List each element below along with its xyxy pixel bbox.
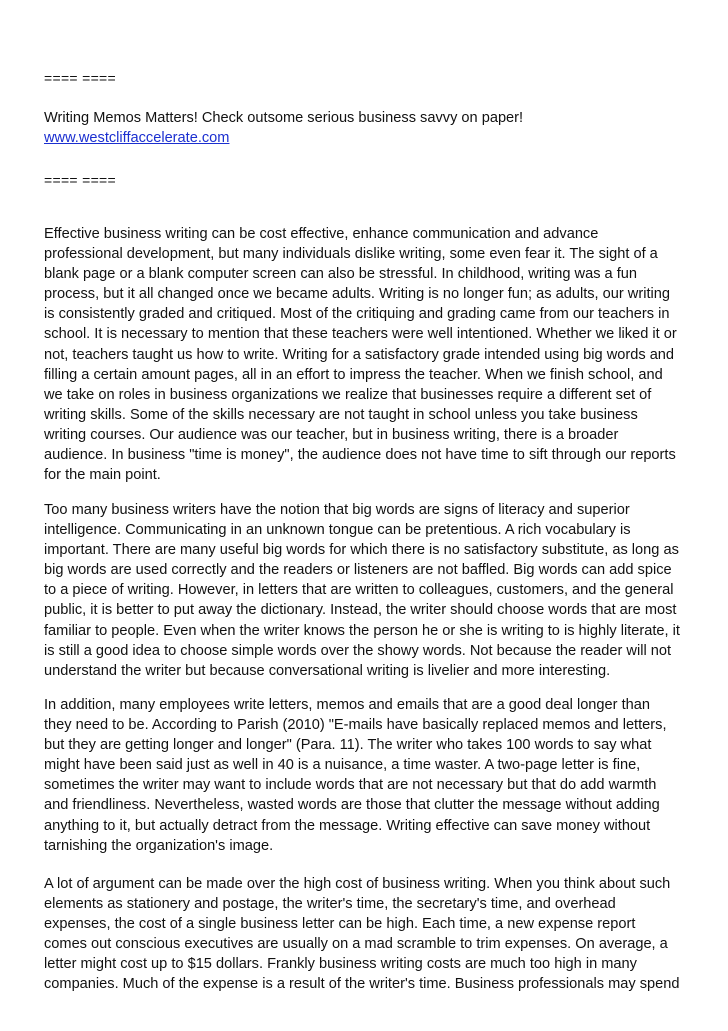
text-line: process, but it all changed once we became adults. Writing is no longer fun; as adults, our writing <box>44 286 670 303</box>
text-line: professional development, but many individuals dislike writing, some even fear it. The sight of a <box>44 246 658 263</box>
separator-bottom: ==== ==== <box>44 172 116 188</box>
text-line: comes out conscious executives are usually on a mad scramble to trim expenses. On average, a <box>44 936 668 953</box>
text-line: school. It is necessary to mention that these teachers were well intentioned. Whether we liked it or <box>44 326 677 343</box>
text-line: understand the writer but because conversational writing is livelier and more interesting. <box>44 662 611 679</box>
text-line: In addition, many employees write letters, memos and emails that are a good deal longer than <box>44 697 650 713</box>
paragraph-3 <box>44 695 667 856</box>
text-line: Too many business writers have the notion that big words are signs of literacy and superior <box>44 502 630 518</box>
paragraph-2 <box>44 500 680 681</box>
text-line: Effective business writing can be cost effective, enhance communication and advance <box>44 226 599 242</box>
text-line: for the main point. <box>44 467 161 484</box>
separator-top: ==== ==== <box>44 70 116 86</box>
text-line: elements as stationery and postage, the writer's time, the secretary's time, and overhead <box>44 896 616 913</box>
text-line: writing skills. Some of the skills necessary are not taught in school unless you take business <box>44 406 638 423</box>
text-line: we take on roles in business organizations we realize that businesses require a different set of <box>44 386 652 403</box>
text-line: A lot of argument can be made over the high cost of business writing. When you think about such <box>44 876 671 892</box>
text-line: public, it is better to put away the dictionary. Instead, the writer should choose words that are most <box>44 602 677 619</box>
text-line: is still a good idea to choose simple words over the showy words. Not because the reader will not <box>44 642 672 659</box>
text-line: filling a certain amount pages, all in an effort to impress the teacher. When we finish school, and <box>44 366 663 383</box>
text-line: to a piece of writing. However, in letters that are written to colleagues, customers, and the general <box>44 582 674 599</box>
text-line: and friendliness. Nevertheless, wasted words are those that clutter the message without adding <box>44 797 660 814</box>
paragraph-1 <box>44 224 677 485</box>
text-line: important. There are many useful big words for which there is no satisfactory substitute, as long as <box>44 542 679 559</box>
promo-text: Writing Memos Matters! Check outsome serious business savvy on paper! <box>44 110 524 126</box>
text-line: letter might cost up to $15 dollars. Frankly business writing costs are much too high in many <box>44 956 637 973</box>
text-line: blank page or a blank computer screen can also be stressful. In childhood, writing was a fun <box>44 266 637 283</box>
paragraph-4 <box>44 874 679 995</box>
text-line: big words are used correctly and the readers or listeners are not baffled. Big words can add spice <box>44 562 672 579</box>
text-line: audience. In business "time is money", the audience does not have time to sift through our reports <box>44 447 676 464</box>
text-line: tarnishing the organization's image. <box>44 837 274 854</box>
text-line: intelligence. Communicating in an unknown tongue can be pretentious. A rich vocabulary is <box>44 522 631 539</box>
promo-block <box>44 108 523 148</box>
text-line: sometimes the writer may want to include words that are not necessary but that do add warmth <box>44 777 657 794</box>
text-line: not, teachers taught us how to write. Writing for a satisfactory grade intended using big words and <box>44 346 675 363</box>
text-line: but they are getting longer and longer" (Para. 11). The writer who takes 100 words to say what <box>44 737 652 754</box>
text-line: expenses, the cost of a single business letter can be high. Each time, a new expense report <box>44 916 636 933</box>
text-line: is consistently graded and critiqued. Most of the critiquing and grading came from our teachers in <box>44 306 670 323</box>
text-line: they need to be. According to Parish (2010) "E-mails have basically replaced memos and letters, <box>44 717 667 734</box>
text-line: companies. Much of the expense is a result of the writer's time. Business professionals may spend <box>44 976 680 993</box>
text-line: anything to it, but actually detract from the message. Writing effective can save money without <box>44 817 651 834</box>
text-line: writing courses. Our audience was our teacher, but in business writing, there is a broader <box>44 426 619 443</box>
promo-link[interactable]: www.westcliffaccelerate.com <box>44 130 230 146</box>
text-line: familiar to people. Even when the writer knows the person he or she is writing to is highly literate, it <box>44 622 680 639</box>
text-line: might have been said just as well in 40 is a nuisance, a time waster. A two-page letter is fine, <box>44 757 641 774</box>
